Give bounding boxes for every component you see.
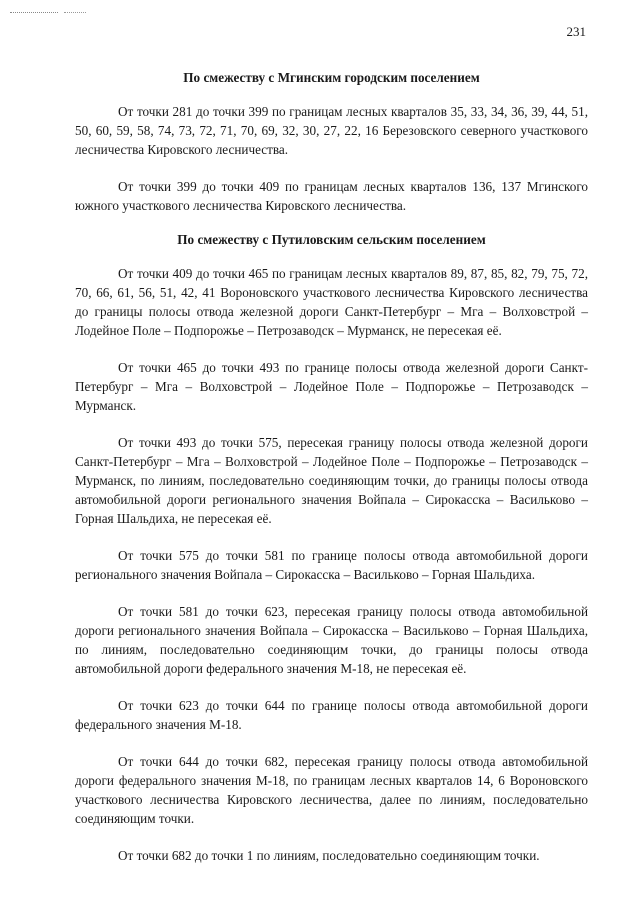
- section-heading-putilovo: По смежеству с Путиловским сельским поселением: [177, 232, 486, 247]
- section-heading-mga: По смежеству с Мгинским городским поселением: [183, 70, 480, 85]
- page-number: 231: [566, 24, 586, 39]
- document-body: [75, 68, 588, 883]
- scan-artifact: [10, 12, 58, 13]
- paragraph: От точки 465 до точки 493 по границе полосы отвода железной дороги Санкт-Петербург – Мга – Волховстрой – Лодейное Поле – Подпорожье – Петрозаводск – Мурманск.: [75, 360, 588, 413]
- paragraph: От точки 281 до точки 399 по границам лесных кварталов 35, 33, 34, 36, 39, 44, 51, 50, 60, 59, 58, 74, 73, 72, 71, 70, 69, 32, 30, 27, 22, 16 Березовского северного участкового лесничества Кировского лесничества.: [75, 104, 588, 157]
- paragraph: От точки 493 до точки 575, пересекая границу полосы отвода железной дороги Санкт-Петербург – Мга – Волховстрой – Лодейное Поле – Подпорожье – Петрозаводск – Мурманск, по линиям, последовательно соединяющим точки, до границы полосы отвода автомобильной дороги регионального значения Войпала – Сирокасска – Васильково – Горная Шальдиха, не пересекая её.: [75, 435, 588, 526]
- paragraph: От точки 644 до точки 682, пересекая границу полосы отвода автомобильной дороги федерального значения М-18, по границам лесных кварталов 14, 6 Вороновского участкового лесничества Кировского лесничества, далее по линиям, последовательно соединяющим точки.: [75, 754, 588, 826]
- paragraph: От точки 409 до точки 465 по границам лесных кварталов 89, 87, 85, 82, 79, 75, 72, 70, 66, 61, 56, 51, 42, 41 Вороновского участкового лесничества Кировского лесничества до границы полосы отвода железной дороги Санкт-Петербург – Мга – Волховстрой – Лодейное Поле – Подпорожье – Петрозаводск – Мурманск, не пересекая её.: [75, 266, 588, 338]
- paragraph: От точки 623 до точки 644 по границе полосы отвода автомобильной дороги федерального значения М-18.: [75, 698, 588, 732]
- paragraph: От точки 575 до точки 581 по границе полосы отвода автомобильной дороги регионального значения Войпала – Сирокасска – Васильково – Горная Шальдиха.: [75, 548, 588, 582]
- scan-artifact: [64, 12, 86, 13]
- paragraph: От точки 581 до точки 623, пересекая границу полосы отвода автомобильной дороги регионального значения Войпала – Сирокасска – Васильково – Горная Шальдиха, по линиям, последовательно соединяющим точки, до границы полосы отвода автомобильной дороги федерального значения М-18, не пересекая её.: [75, 604, 588, 676]
- paragraph: От точки 399 до точки 409 по границам лесных кварталов 136, 137 Мгинского южного участкового лесничества Кировского лесничества.: [75, 179, 588, 213]
- paragraph: От точки 682 до точки 1 по линиям, последовательно соединяющим точки.: [118, 848, 540, 863]
